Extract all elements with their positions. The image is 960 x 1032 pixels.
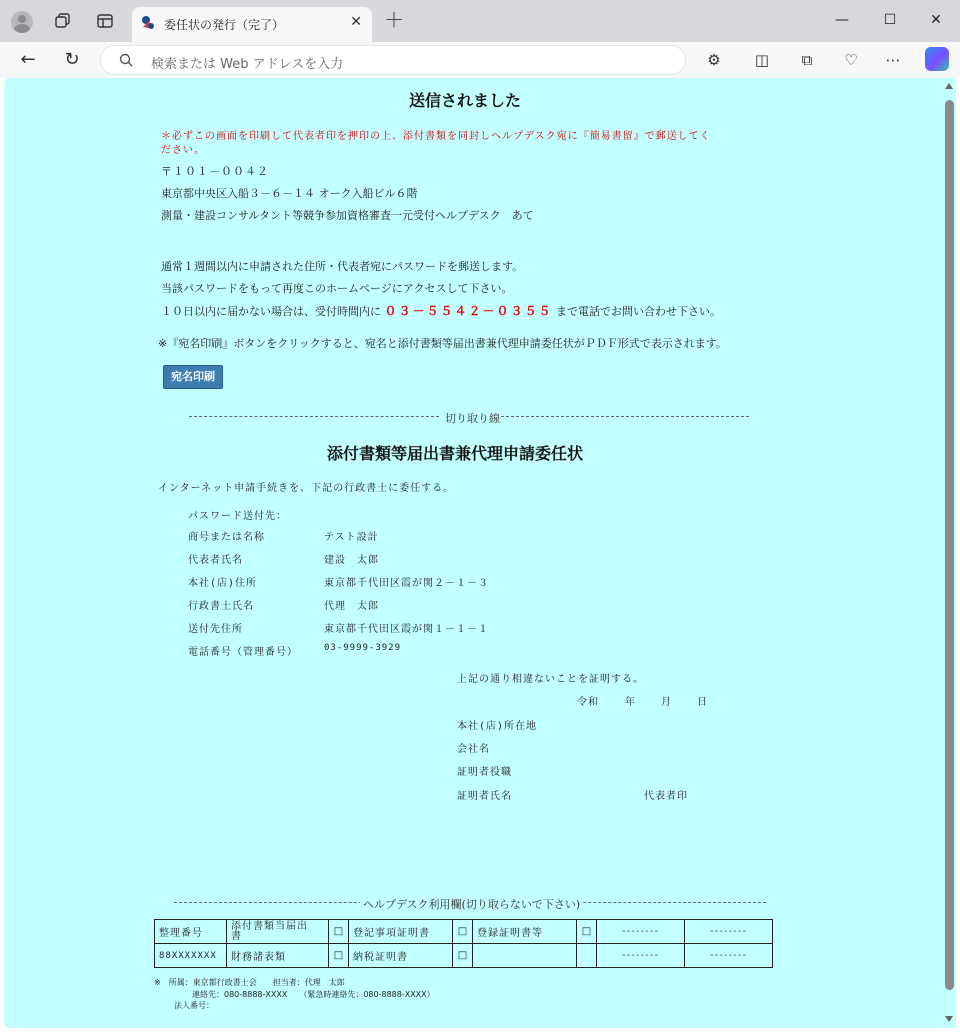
maximize-icon[interactable]: ☐ [883, 12, 897, 28]
field-value: 代理 太郎 [324, 601, 379, 612]
table-cell: -------- [685, 920, 773, 944]
browser-toolbar [0, 42, 960, 78]
tab-close-icon[interactable]: ✕ [350, 14, 362, 30]
postal-code: 〒１０１－００４２ [161, 165, 269, 178]
copilot-icon[interactable] [925, 47, 949, 71]
helpdesk-divider [174, 896, 766, 910]
cut-line-left-dash [189, 416, 439, 417]
certifier-title-label: 証明者役職 [457, 767, 512, 778]
checkbox-cell: □ [453, 944, 473, 968]
page-heading: 送信されました [409, 91, 522, 110]
address-bar[interactable] [100, 45, 686, 75]
page-viewport [4, 78, 956, 1028]
table-cell-line: 書 [231, 930, 242, 942]
table-cell: 財務諸表類 [227, 944, 329, 968]
table-cell [577, 944, 597, 968]
address-placeholder: 検索または Web アドレスを入力 [151, 57, 344, 72]
mailing-address: 東京都中央区入船３－６－１４ オーク入船ビル６階 [161, 187, 418, 200]
table-cell: 整理番号 [155, 920, 227, 944]
extensions-icon[interactable]: ⚙ [707, 51, 721, 69]
print-address-button[interactable]: 宛名印刷 [163, 365, 223, 389]
info-line-3 [161, 302, 721, 319]
notice-line-1: ＊必ずこの画面を印刷して代表者印を押印の上、添付書類を同封しヘルプデスク宛に『簡易書留』で郵送してく [161, 131, 711, 142]
table-row [155, 920, 773, 944]
scroll-up-icon[interactable] [945, 83, 953, 89]
cut-line-right-dash [501, 416, 749, 417]
field-label: 行政書士氏名 [188, 601, 254, 612]
field-label: 商号または名称 [188, 532, 265, 543]
table-cell: -------- [597, 944, 685, 968]
scrollbar-thumb[interactable] [945, 100, 954, 990]
date-year: 年 [625, 697, 636, 708]
field-label: 本社(店)住所 [188, 578, 258, 589]
date-era: 令和 [577, 697, 599, 708]
certify-statement: 上記の通り相違ないことを証明する。 [457, 674, 644, 685]
info-line-1: 通常１週間以内に申請された住所・代表者宛にパスワードを郵送します。 [161, 260, 524, 273]
profile-avatar-icon[interactable] [11, 11, 33, 33]
field-label: 代表者氏名 [188, 555, 243, 566]
scroll-down-icon[interactable] [945, 1016, 953, 1022]
date-day: 日 [697, 697, 708, 708]
table-row [155, 944, 773, 968]
table-cell: -------- [685, 944, 773, 968]
footer-line-2: 連絡先：080-8888-XXXX （緊急時連絡先：080-8888-XXXX） [192, 990, 435, 999]
office-address-label: 本社(店)所在地 [457, 721, 538, 732]
browser-essentials-icon[interactable]: ♡ [844, 51, 858, 69]
refresh-icon[interactable]: ↻ [64, 49, 80, 70]
field-value: 建設 太郎 [324, 555, 379, 566]
helpdesk-phone: ０３－５５４２－０３５５ [384, 304, 553, 318]
cut-line [189, 410, 749, 424]
field-value: 東京都千代田区霞が関１－１－１ [324, 624, 489, 635]
table-cell: 88XXXXXXX [155, 944, 227, 968]
table-cell: -------- [597, 920, 685, 944]
table-cell: 納税証明書 [349, 944, 453, 968]
helpdesk-table [154, 919, 773, 968]
checkbox-cell: □ [453, 920, 473, 944]
company-name-label: 会社名 [457, 744, 490, 755]
tab-title: 委任状の発行（完了） [164, 18, 285, 32]
date-month: 月 [661, 697, 672, 708]
notice-line-2: ださい。 [161, 145, 205, 156]
field-value: 03-9999-3929 [324, 643, 402, 653]
field-value: 東京都千代田区霞が関２－１－３ [324, 578, 489, 589]
print-note: ※『宛名印刷』ボタンをクリックすると、宛名と添付書類等届出書兼代理申請委任状がＰＤＦ形式で表示されます。 [158, 337, 727, 350]
info-line-2: 当該パスワードをもって再度このホームページにアクセスして下さい。 [161, 282, 513, 295]
collections-icon[interactable]: ⧉ [801, 51, 813, 69]
footer-line-3: 法人番号： [174, 1001, 214, 1010]
window-close-icon[interactable]: ✕ [930, 12, 942, 28]
helpdesk-divider-label: ヘルプデスク利用欄(切り取らないで下さい) [360, 896, 583, 912]
more-menu-icon[interactable]: ⋯ [885, 51, 901, 69]
mailing-recipient: 測量・建設コンサルタント等競争参加資格審査一元受付ヘルプデスク あて [161, 209, 534, 222]
checkbox-cell: □ [329, 944, 349, 968]
minimize-icon[interactable]: — [835, 12, 849, 28]
certifier-name-label: 証明者氏名 [457, 791, 512, 802]
table-cell: 登録証明書等 [473, 920, 577, 944]
checkbox-cell: □ [577, 920, 597, 944]
workspaces-icon[interactable] [54, 12, 72, 30]
checkbox-cell: □ [329, 920, 349, 944]
split-screen-icon[interactable]: ◫ [754, 51, 770, 69]
vertical-scrollbar[interactable] [942, 78, 956, 1028]
new-tab-icon[interactable]: ＋ [384, 8, 404, 32]
representative-seal-label: 代表者印 [644, 791, 688, 802]
field-value: テスト設計 [324, 532, 379, 543]
tab-active[interactable] [132, 7, 372, 42]
footer-line-1: ※ 所属：東京都行政書士会 担当者：代理 太郎 [154, 978, 345, 987]
form-intro: インターネット申請手続きを、下記の行政書士に委任する。 [158, 483, 455, 494]
cut-line-label: 切り取り線 [442, 410, 503, 426]
password-destination: パスワード送付先： [188, 511, 287, 522]
tab-strip [0, 0, 960, 42]
info-line-3-pre: １０日以内に届かない場合は、受付時間内に [161, 305, 381, 318]
vertical-tabs-icon[interactable] [96, 12, 114, 30]
table-cell: 登記事項証明書 [349, 920, 453, 944]
table-cell [473, 944, 577, 968]
info-line-3-post: まで電話でお問い合わせ下さい。 [556, 305, 722, 318]
field-label: 電話番号（管理番号） [188, 647, 298, 658]
back-icon[interactable]: ← [20, 49, 36, 70]
form-title: 添付書類等届出書兼代理申請委任状 [327, 444, 584, 463]
table-cell [227, 920, 329, 944]
field-label: 送付先住所 [188, 624, 243, 635]
site-favicon-icon [140, 15, 156, 31]
table-cell-line: 添付書類当届出 [231, 920, 308, 932]
search-icon [119, 53, 133, 67]
